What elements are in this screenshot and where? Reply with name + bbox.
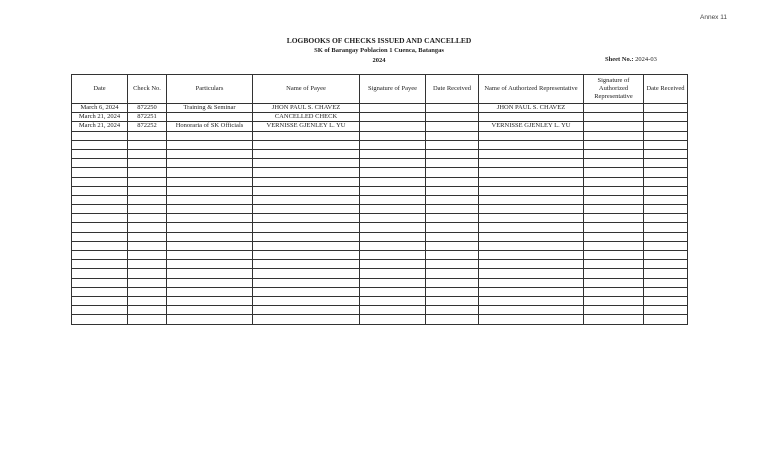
cell-date: March 21, 2024 [72,113,128,122]
cell-representative [479,260,584,269]
table-header-row [72,75,688,104]
cell-date-received [426,251,479,260]
cell-date-received-2 [644,278,688,287]
cell-payee-signature [360,306,426,315]
table-row [72,269,688,278]
cell-representative-signature [584,113,644,122]
cell-particulars [167,223,253,232]
cell-payee-signature [360,131,426,140]
cell-particulars [167,315,253,324]
cell-date-received-2 [644,232,688,241]
cell-payee-signature [360,214,426,223]
cell-date [72,269,128,278]
cell-payee-signature [360,168,426,177]
cell-payee [253,168,360,177]
cell-date-received [426,104,479,113]
cell-representative-signature [584,296,644,305]
cell-payee-signature [360,205,426,214]
cell-check-no [128,131,167,140]
cell-date-received [426,296,479,305]
checks-logbook-table [71,74,688,325]
cell-particulars [167,186,253,195]
cell-payee-signature [360,315,426,324]
cell-date [72,287,128,296]
table-row [72,223,688,232]
cell-payee-signature [360,149,426,158]
cell-check-no [128,205,167,214]
cell-payee [253,296,360,305]
cell-date-received-2 [644,296,688,305]
table-row [72,251,688,260]
table-row [72,186,688,195]
cell-representative [479,131,584,140]
cell-date-received-2 [644,306,688,315]
cell-check-no [128,241,167,250]
cell-date-received-2 [644,214,688,223]
cell-representative [479,315,584,324]
cell-particulars [167,177,253,186]
cell-date-received-2 [644,104,688,113]
cell-check-no [128,159,167,168]
cell-date-received-2 [644,269,688,278]
table-row [72,149,688,158]
cell-representative-signature [584,306,644,315]
col-header-name-of-payee: Name of Payee [253,75,360,104]
cell-particulars [167,260,253,269]
cell-check-no [128,287,167,296]
table-row [72,122,688,131]
cell-representative-signature [584,140,644,149]
cell-payee [253,195,360,204]
cell-representative-signature [584,168,644,177]
cell-date-received-2 [644,122,688,131]
cell-representative-signature [584,214,644,223]
cell-payee [253,251,360,260]
cell-representative-signature [584,122,644,131]
cell-particulars: Honoraria of SK Officials [167,122,253,131]
cell-payee [253,232,360,241]
cell-date-received-2 [644,223,688,232]
cell-payee [253,186,360,195]
cell-particulars [167,287,253,296]
cell-date [72,296,128,305]
cell-date [72,159,128,168]
cell-check-no [128,260,167,269]
cell-representative-signature [584,287,644,296]
cell-payee [253,177,360,186]
cell-payee-signature [360,278,426,287]
cell-date-received-2 [644,241,688,250]
cell-payee-signature [360,177,426,186]
cell-particulars [167,168,253,177]
cell-representative [479,214,584,223]
cell-particulars: Training & Seminar [167,104,253,113]
cell-representative-signature [584,241,644,250]
cell-representative-signature [584,315,644,324]
cell-check-no: 872250 [128,104,167,113]
col-header-authorized-representative: Name of Authorized Representative [479,75,584,104]
annex-label: Annex 11 [700,14,727,21]
cell-date-received [426,159,479,168]
cell-date-received-2 [644,186,688,195]
cell-date-received [426,260,479,269]
cell-date-received [426,195,479,204]
cell-payee: VERNISSE GJENLEY L. YU [253,122,360,131]
cell-particulars [167,296,253,305]
cell-payee-signature [360,296,426,305]
cell-representative-signature [584,177,644,186]
cell-date-received-2 [644,177,688,186]
cell-payee [253,214,360,223]
cell-representative [479,278,584,287]
cell-particulars [167,269,253,278]
cell-date-received [426,140,479,149]
cell-check-no [128,223,167,232]
cell-payee-signature [360,269,426,278]
cell-payee: CANCELLED CHECK [253,113,360,122]
cell-check-no [128,149,167,158]
cell-representative-signature [584,260,644,269]
cell-representative [479,140,584,149]
cell-check-no: 872251 [128,113,167,122]
cell-payee [253,315,360,324]
cell-payee [253,149,360,158]
cell-representative [479,269,584,278]
cell-check-no [128,251,167,260]
col-header-check-no: Check No. [128,75,167,104]
cell-check-no [128,214,167,223]
cell-check-no [128,195,167,204]
cell-payee-signature [360,251,426,260]
cell-date-received [426,186,479,195]
col-header-date-received-2: Date Received [644,75,688,104]
cell-date [72,260,128,269]
cell-representative [479,113,584,122]
cell-date-received [426,232,479,241]
cell-representative [479,287,584,296]
cell-payee [253,140,360,149]
cell-date-received [426,205,479,214]
cell-date-received [426,315,479,324]
cell-representative [479,205,584,214]
cell-payee [253,223,360,232]
cell-date-received-2 [644,168,688,177]
cell-check-no [128,177,167,186]
table-row [72,232,688,241]
cell-payee [253,241,360,250]
cell-date-received-2 [644,131,688,140]
cell-payee-signature [360,104,426,113]
cell-particulars [167,251,253,260]
cell-representative-signature [584,159,644,168]
document-header [230,36,528,66]
cell-representative [479,296,584,305]
cell-date [72,177,128,186]
cell-representative [479,186,584,195]
cell-date-received [426,113,479,122]
table-row [72,140,688,149]
cell-date-received-2 [644,113,688,122]
cell-check-no [128,296,167,305]
cell-payee [253,205,360,214]
cell-representative-signature [584,205,644,214]
cell-representative [479,177,584,186]
table-row [72,315,688,324]
cell-date-received [426,269,479,278]
table-row [72,278,688,287]
cell-date: March 21, 2024 [72,122,128,131]
table-row [72,296,688,305]
cell-payee [253,131,360,140]
table-row [72,168,688,177]
cell-date-received-2 [644,251,688,260]
table-row [72,159,688,168]
cell-date [72,149,128,158]
cell-payee-signature [360,122,426,131]
cell-date-received-2 [644,205,688,214]
cell-check-no [128,315,167,324]
cell-date-received [426,278,479,287]
cell-payee [253,306,360,315]
table-row [72,177,688,186]
cell-representative-signature [584,131,644,140]
table-row [72,131,688,140]
table-row [72,113,688,122]
col-header-signature-of-payee: Signature of Payee [360,75,426,104]
cell-date-received [426,306,479,315]
table-row [72,241,688,250]
cell-representative-signature [584,232,644,241]
cell-particulars [167,140,253,149]
cell-payee-signature [360,159,426,168]
cell-payee-signature [360,232,426,241]
cell-date [72,315,128,324]
cell-date [72,223,128,232]
cell-representative: JHON PAUL S. CHAVEZ [479,104,584,113]
cell-date [72,306,128,315]
cell-representative [479,223,584,232]
cell-payee-signature [360,140,426,149]
cell-payee-signature [360,195,426,204]
cell-check-no [128,186,167,195]
cell-check-no [128,140,167,149]
cell-check-no [128,168,167,177]
cell-representative [479,159,584,168]
cell-date-received-2 [644,159,688,168]
cell-payee-signature [360,223,426,232]
cell-particulars [167,214,253,223]
cell-representative-signature [584,278,644,287]
cell-representative: VERNISSE GJENLEY L. YU [479,122,584,131]
col-header-date-received: Date Received [426,75,479,104]
document-year: 2024 [372,57,386,64]
col-header-signature-authorized-representative: Signature of Authorized Representative [584,75,644,104]
cell-representative [479,149,584,158]
cell-representative-signature [584,269,644,278]
cell-particulars [167,278,253,287]
cell-particulars [167,113,253,122]
cell-date [72,214,128,223]
cell-check-no [128,232,167,241]
cell-representative-signature [584,149,644,158]
table-row [72,205,688,214]
document-subtitle: SK of Barangay Poblacion 1 Cuenca, Batangas [314,47,444,54]
cell-particulars [167,149,253,158]
cell-representative [479,306,584,315]
cell-date [72,131,128,140]
cell-particulars [167,159,253,168]
cell-date-received [426,168,479,177]
cell-payee [253,159,360,168]
cell-representative-signature [584,104,644,113]
cell-date-received-2 [644,195,688,204]
table-row [72,260,688,269]
cell-payee: JHON PAUL S. CHAVEZ [253,104,360,113]
cell-particulars [167,306,253,315]
cell-date [72,251,128,260]
cell-date: March 6, 2024 [72,104,128,113]
cell-representative [479,241,584,250]
cell-date-received-2 [644,140,688,149]
cell-date-received-2 [644,260,688,269]
cell-payee [253,278,360,287]
cell-particulars [167,131,253,140]
cell-payee [253,260,360,269]
table-row [72,214,688,223]
cell-representative [479,232,584,241]
cell-date [72,195,128,204]
cell-payee [253,269,360,278]
cell-date [72,278,128,287]
cell-date-received [426,149,479,158]
table-row [72,195,688,204]
cell-date [72,140,128,149]
cell-payee-signature [360,113,426,122]
cell-date-received-2 [644,149,688,158]
sheet-number [605,56,657,63]
cell-representative-signature [584,223,644,232]
cell-date [72,186,128,195]
cell-representative-signature [584,186,644,195]
cell-date-received [426,177,479,186]
cell-payee-signature [360,241,426,250]
cell-date-received [426,287,479,296]
col-header-date: Date [72,75,128,104]
cell-date-received [426,214,479,223]
sheet-number-value: 2024-03 [635,56,657,63]
table-row [72,104,688,113]
cell-representative-signature [584,195,644,204]
cell-particulars [167,232,253,241]
cell-payee-signature [360,260,426,269]
cell-check-no [128,269,167,278]
cell-particulars [167,205,253,214]
cell-check-no: 872252 [128,122,167,131]
cell-representative-signature [584,251,644,260]
table-row [72,287,688,296]
sheet-number-label: Sheet No.: [605,56,634,63]
cell-representative [479,195,584,204]
cell-payee-signature [360,287,426,296]
cell-date-received [426,131,479,140]
cell-representative [479,251,584,260]
cell-date [72,205,128,214]
table-row [72,306,688,315]
cell-date [72,232,128,241]
cell-date-received [426,122,479,131]
cell-payee-signature [360,186,426,195]
cell-date-received-2 [644,287,688,296]
cell-date [72,168,128,177]
cell-date [72,241,128,250]
cell-particulars [167,241,253,250]
cell-representative [479,168,584,177]
col-header-particulars: Particulars [167,75,253,104]
cell-date-received [426,223,479,232]
cell-check-no [128,278,167,287]
cell-payee [253,287,360,296]
cell-date-received [426,241,479,250]
cell-particulars [167,195,253,204]
cell-check-no [128,306,167,315]
document-title: LOGBOOKS OF CHECKS ISSUED AND CANCELLED [286,36,472,45]
cell-date-received-2 [644,315,688,324]
